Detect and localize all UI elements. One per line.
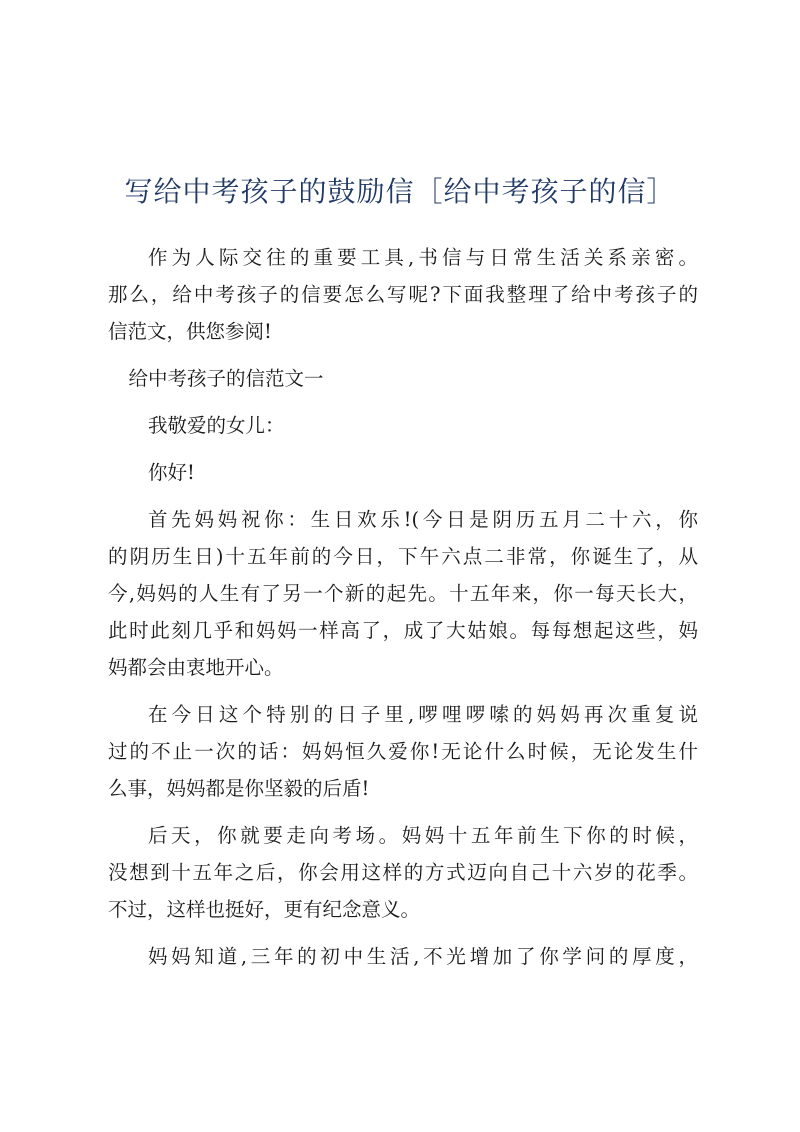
paragraph-line: 没想到十五年之后，你会用这样的方式迈向自己十六岁的花季。 xyxy=(108,861,698,884)
paragraph-middle-school xyxy=(108,938,698,975)
paragraph-special-day xyxy=(108,696,698,807)
document-body xyxy=(108,239,698,985)
paragraph-line: 你好! xyxy=(147,461,195,484)
paragraph-line: 妈妈知道,三年的初中生活,不光增加了你学问的厚度， xyxy=(147,945,698,968)
paragraph-line: 信范文，供您参阅! xyxy=(108,320,272,343)
paragraph-exam xyxy=(108,817,698,928)
paragraph-line: 过的不止一次的话：妈妈恒久爱你!无论什么时候，无论发生什 xyxy=(108,740,698,763)
paragraph-line: 那么，给中考孩子的信要怎么写呢?下面我整理了给中考孩子的 xyxy=(108,283,698,306)
paragraph-line: 今,妈妈的人生有了另一个新的起先。十五年来，你一每天长大， xyxy=(108,582,698,605)
letter-greeting xyxy=(108,454,698,491)
paragraph-line: 么事，妈妈都是你坚毅的后盾! xyxy=(108,777,370,800)
paragraph-line: 的阴历生日)十五年前的今日，下午六点二非常，你诞生了，从 xyxy=(108,545,698,568)
document-title: 写给中考孩子的鼓励信［给中考孩子的信］ xyxy=(124,175,676,208)
paragraph-line: 我敬爱的女儿： xyxy=(147,414,285,437)
section-heading xyxy=(108,360,698,397)
paragraph-line: 在今日这个特别的日子里,啰哩啰嗦的妈妈再次重复说 xyxy=(147,703,698,726)
letter-salutation xyxy=(108,407,698,444)
paragraph-line: 作为人际交往的重要工具,书信与日常生活关系亲密。 xyxy=(147,246,698,269)
paragraph-line: 此时此刻几乎和妈妈一样高了，成了大姑娘。每每想起这些，妈 xyxy=(108,619,698,642)
paragraph-line: 后天，你就要走向考场。妈妈十五年前生下你的时候， xyxy=(147,824,698,847)
paragraph-line: 不过，这样也挺好，更有纪念意义。 xyxy=(108,898,421,921)
paragraph-line: 妈都会由衷地开心。 xyxy=(108,656,284,679)
paragraph-birthday xyxy=(108,501,698,686)
paragraph-line: 给中考孩子的信范文一 xyxy=(128,367,324,390)
paragraph-intro xyxy=(108,239,698,350)
paragraph-line: 首先妈妈祝你：生日欢乐!(今日是阴历五月二十六，你 xyxy=(147,508,698,531)
